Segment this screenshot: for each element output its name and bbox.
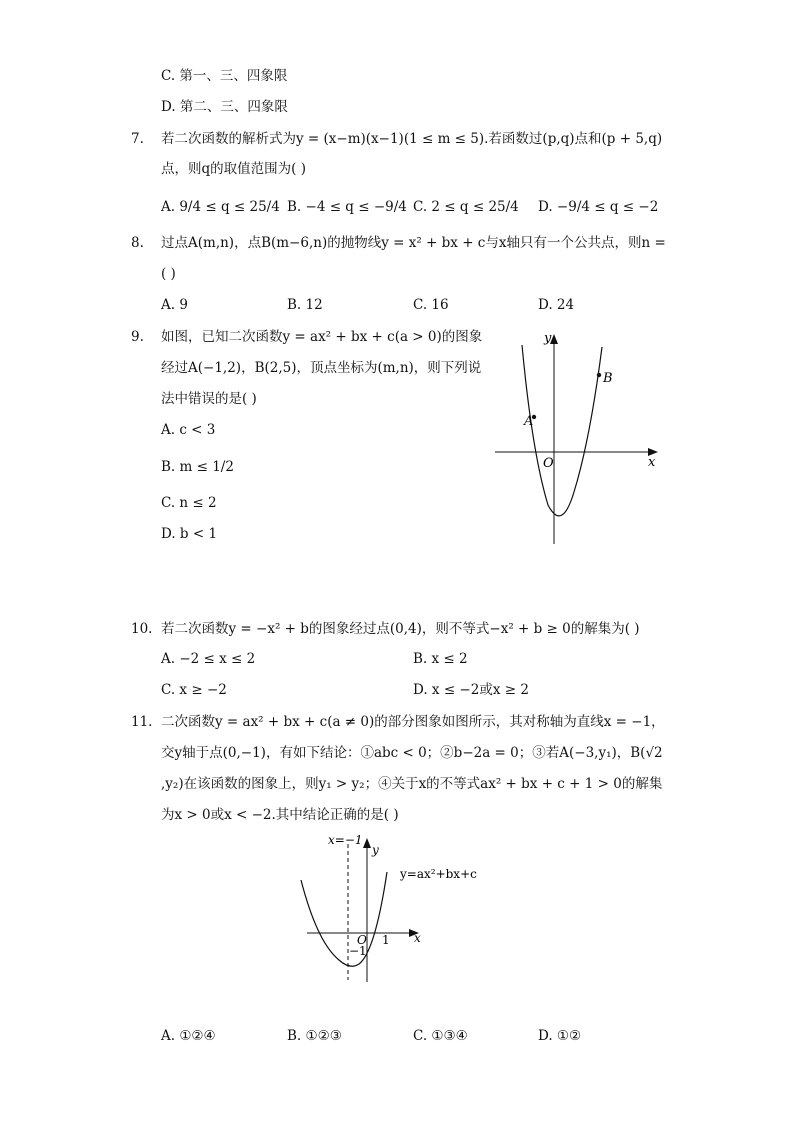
q10-number: 10. <box>131 621 153 637</box>
q9-label-origin: O <box>543 456 554 471</box>
q11-label-axis: x=−1 <box>328 833 363 847</box>
q11-option-d: D. ①② <box>538 1028 582 1044</box>
q9-stem-line1: 如图，已知二次函数y = ax² + bx + c(a > 0)的图象 <box>161 329 483 345</box>
q9-option-a: A. c < 3 <box>161 422 216 438</box>
q9-option-c: C. n ≤ 2 <box>161 495 217 511</box>
q11-y-arrow <box>363 838 371 848</box>
q7-option-b: B. −4 ≤ q ≤ −9/4 <box>287 199 407 215</box>
q9-option-b: B. m ≤ 1/2 <box>161 459 234 475</box>
q11-stem-line2: 交y轴于点(0,−1)，有如下结论：①abc < 0；②b−2a = 0；③若A(−3,y₁)，B(√2 <box>161 745 663 761</box>
q11-number: 11. <box>131 714 153 730</box>
q8-option-d: D. 24 <box>538 297 575 313</box>
q10-stem: 若二次函数y = −x² + b的图象经过点(0,4)，则不等式−x² + b ≥ 0的解集为( ) <box>161 621 640 637</box>
q8-option-a: A. 9 <box>161 297 188 313</box>
q9-parabola-curve <box>522 345 602 516</box>
q11-parabola-curve <box>301 872 387 966</box>
q11-label-x: x <box>414 931 421 945</box>
q11-label-origin: O <box>357 933 367 947</box>
q9-point-b <box>597 373 601 377</box>
q11-label-neg-one: −1 <box>349 944 367 958</box>
q11-curve-label: y=ax²+bx+c <box>400 867 477 881</box>
q8-stem-line2: ( ) <box>161 266 176 282</box>
q9-stem-line2: 经过A(−1,2)，B(2,5)，顶点坐标为(m,n)，则下列说 <box>161 360 482 376</box>
q11-option-b: B. ①②③ <box>287 1028 342 1044</box>
q11-option-c: C. ①③④ <box>413 1028 468 1044</box>
q11-stem-line4: 为x > 0或x < −2.其中结论正确的是( ) <box>161 807 399 823</box>
q7-option-a: A. 9/4 ≤ q ≤ 25/4 <box>161 199 280 215</box>
q9-label-y: y <box>544 331 552 346</box>
q9-label-x: x <box>648 455 656 470</box>
q9-label-a: A <box>524 414 534 429</box>
q7-option-d: D. −9/4 ≤ q ≤ −2 <box>538 199 659 215</box>
q6-option-c: C. 第一、三、四象限 <box>161 68 288 84</box>
q7-option-c: C. 2 ≤ q ≤ 25/4 <box>413 199 519 215</box>
q9-stem-line3: 法中错误的是( ) <box>161 391 257 407</box>
q9-parabola-figure <box>490 322 665 547</box>
q7-number: 7. <box>131 131 144 147</box>
q11-stem-line1: 二次函数y = ax² + bx + c(a ≠ 0)的部分图象如图所示，其对称轴为直线x = −1， <box>161 714 665 730</box>
q11-label-one: 1 <box>382 933 390 947</box>
q10-option-c: C. x ≥ −2 <box>161 682 227 698</box>
q8-number: 8. <box>131 235 144 251</box>
q10-option-b: B. x ≤ 2 <box>413 651 468 667</box>
q6-option-d: D. 第二、三、四象限 <box>161 99 288 115</box>
q9-option-d: D. b < 1 <box>161 526 218 542</box>
q11-label-y: y <box>372 843 379 857</box>
q11-stem-line3: ,y₂)在该函数的图象上，则y₁ > y₂；④关于x的不等式ax² + bx + c + 1 > 0的解集 <box>161 776 663 792</box>
q8-stem-line1: 过点A(m,n)，点B(m−6,n)的抛物线y = x² + bx + c与x轴只有一个公共点，则n = <box>161 235 666 251</box>
q7-stem-line2: 点，则q的取值范围为( ) <box>161 161 306 177</box>
q8-option-b: B. 12 <box>287 297 323 313</box>
q7-stem-line1: 若二次函数的解析式为y = (x−m)(x−1)(1 ≤ m ≤ 5).若函数过(p,q)点和(p + 5,q) <box>161 131 663 147</box>
q9-label-b: B <box>603 371 613 386</box>
q8-option-c: C. 16 <box>413 297 449 313</box>
q11-parabola-figure <box>295 830 505 990</box>
q10-option-d: D. x ≤ −2或x ≥ 2 <box>413 682 529 698</box>
q9-number: 9. <box>131 329 144 345</box>
q10-option-a: A. −2 ≤ x ≤ 2 <box>161 651 256 667</box>
q11-option-a: A. ①②④ <box>161 1028 216 1044</box>
